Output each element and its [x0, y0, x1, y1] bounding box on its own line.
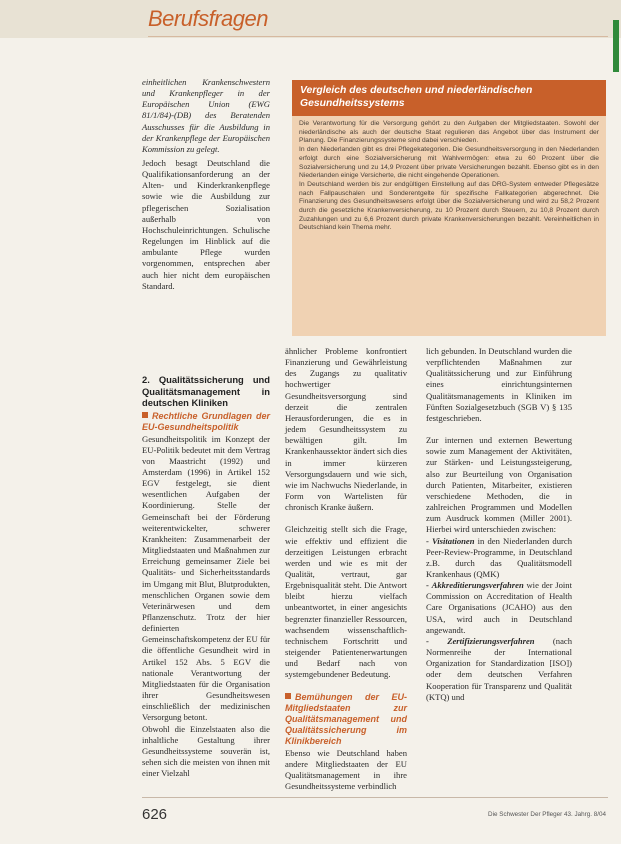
paragraph: Obwohl die Einzelstaaten also die inhaltliche Gestaltung ihrer Gesundheitssysteme souverän ist, sehen sich die meisten von ihnen mit einer Vielzahl	[142, 723, 270, 779]
header-band	[0, 0, 621, 38]
quote-text: einheitlichen Krankenschwestern und Krankenpfleger in der Europäischen Union (EWG 81/1/84)-(DB) des Beratenden Ausschusses für die Ausbildung in der Krankenpflege der Europäischen Kommission zu gelegt.	[142, 77, 270, 154]
paragraph: ähnlicher Probleme konfrontiert Finanzierung und Gewährleistung des Zugangs zu qualitativ hochwertiger Gesundheitsversorgung sind derzeit die zentralen Herausforderungen, die es in jedem Gesundheitssystem zu bewältigen gilt. Im Krankenhaussektor ändert sich dies in immer kürzeren Versorgungsdauern und wie sich, wie im Nachwuchs Niederlande, in Form von Wartelisten für chronisch Kranke äußern.	[285, 346, 407, 513]
journal-reference: Die Schwester Der Pfleger 43. Jahrg. 8/04	[488, 811, 606, 818]
list-item: - Zertifizierungsverfahren (nach Normenreihe der International Organization for Standardization [ISO]) oder dem deutschen Verfahren Kooperation für Transparenz und Qualität (KTQ) und	[426, 635, 572, 702]
section-2-heading: 2. Qualitätssicherung und Qualitätsmanagement in deutschen Kliniken	[142, 374, 270, 408]
column-3	[426, 346, 572, 703]
paragraph: Zur internen und externen Bewertung sowie zum Management der Aktivitäten, zur Stärken- und Leistungssteigerung, also zur Beurteilung von Organisation durch Patienten, Mitarbeiter, existieren verschiedene Methoden, die in zahlreichen Programmen und Modellen zum Ausdruck kommen (Miller 2001). Hierbei wird unterschieden zwischen:	[426, 435, 572, 535]
quote-block	[142, 77, 270, 155]
paragraph: Gesundheitspolitik im Konzept der EU-Politik bedeutet mit dem Vertrag von Maastricht (1992) und Amsterdam (1996) in Artikel 152 EGV festgelegt, sie dient wesentlichen Aufgaben der Koordinierung. Stelle der Gemeinschaft bei der Förderung weiterentwickelter, schwerer Krankheiten: Zusammenarbeit der Mitgliedstaaten und Maßnahmen zur Erreichung gemeinsamer Ziele bei Qualitäts- und Sicherheitsstandards im Umgang mit Blut, Blutprodukten, menschlichen Organen sowie dem Veterinärwesen und dem Pflanzenschutz. Trotz der hier definierten Gemeinschaftskompetenz der EU für die öffentliche Gesundheit wird in Artikel 152 Abs. 5 EGV die nationale Verantwortung der Mitgliedstaaten für die Organisation ihrer Gesundheitswesen einschließlich der medizinischen Versorgung betont.	[142, 433, 270, 723]
column-2-subheading	[285, 692, 407, 747]
subheading-label: Rechtliche Grundlagen der EU-Gesundheitspolitik	[142, 410, 270, 432]
box-paragraph: In Deutschland werden bis zur endgültigen Einstellung auf das DRG-System entweder Pflegesätze nach Fallpauschalen und Sonderentgelte für spezifische Fallkategorien abgerechnet. Die Finanzierung des Gesundheitswesens erfolgt über die Sozialversicherung und wird zu 58,2 Prozent durch die gesetzliche Krankenversicherung, zu 10 Prozent durch Steuern, zu 10,8 Prozent durch Zuzahlungen und zu 6,6 Prozent durch private Krankenversicherungen bezahlt. Vereinheitlichen in Deutschland kein Thema mehr.	[299, 180, 599, 232]
box-paragraph: In den Niederlanden gibt es drei Pflegekategorien. Die Gesundheitsversorgung in den Niederlanden erfolgt durch eine Sozialversicherung mit Wahlvermögen: etwa zu 60 Prozent über die Sozialversicherung und zu 14,9 Prozent über private Versicherungen bezahlt. Ebenso gibt es in den Niederlanden einige Versicherte, die nicht eingehende Operationen.	[299, 146, 599, 180]
paragraph: Gleichzeitig stellt sich die Frage, wie effektiv und effizient die derzeitigen Leistungen erbracht werden und wie es mit der Qualität, vertraut, gar Ergebnisqualität steht. Die Antwort bleibt hierzu vielfach unbeantwortet, in einer angesichts begrenzter finanzieller Ressourcen, wachsendem wissenschaftlich-technischem Fortschritt und steigender Patientenerwartungen und Bedarf nach von systemgebundener Bedeutung.	[285, 524, 407, 680]
edge-marker	[613, 20, 619, 72]
header-divider	[148, 36, 608, 37]
section-2-subheading	[142, 411, 270, 433]
box-body	[292, 116, 606, 233]
paragraph: lich gebunden. In Deutschland wurden die verpflichtenden Maßnahmen zur Qualitätssicherung und zur Einführung eines einrichtungsinternen Qualitätsmanagements in Kliniken im Fünften Sozialgesetzbuch (SGB V) § 135 festgeschrieben.	[426, 346, 572, 423]
footer-divider	[142, 797, 608, 798]
section-title: Berufsfragen	[148, 6, 268, 31]
box-paragraph: Die Verantwortung für die Versorgung gehört zu den Aufgaben der Mitgliedstaaten. Sowohl der niederländische als auch der deutsche Staat regulieren das Angebot über das Instrument der Planung. Die Finanzierungssysteme sind dabei verschieden.	[299, 120, 599, 145]
intro-text: Jedoch besagt Deutschland die Qualifikationsanforderung an der Alten- und Kinderkrankenpflege sowie wie die Ausbildung zur pflegerischen Sozialisation außerhalb von Hochschuleinrichtungen. Schulische Regelungen im Hinblick auf die ambulante Pflege wurden vorgenommen, entsprechen aber auch hier nicht dem europäischen Standard.	[142, 158, 270, 291]
section-2	[142, 374, 270, 779]
square-bullet-icon	[285, 693, 291, 699]
square-bullet-icon	[142, 412, 148, 418]
intro-block	[142, 158, 270, 292]
page-number: 626	[142, 806, 168, 823]
box-title: Vergleich des deutschen und niederländischen Gesundheitssystems	[292, 80, 606, 116]
column-2	[285, 346, 407, 792]
comparison-box	[292, 80, 606, 336]
list-item: - Akkreditierungsverfahren wie der Joint Commission on Accreditation of Health Care Organisations (JCAHO) aus den USA, wird auch in Deutschland angewandt.	[426, 580, 572, 635]
paragraph: Ebenso wie Deutschland haben andere Mitgliedstaaten der EU Qualitätsmanagement in ihre Gesundheitssysteme verbindlich	[285, 747, 407, 791]
subheading-label: Bemühungen der EU-Mitgliedstaaten zur Qualitätsmanagement und Qualitätssicherung im Klinikbereich	[285, 691, 407, 746]
list-item: - Visitationen in den Niederlanden durch Peer-Review-Programme, in Deutschland z.B. durch das Qualitätsmodell Krankenhaus (QMK)	[426, 535, 572, 579]
